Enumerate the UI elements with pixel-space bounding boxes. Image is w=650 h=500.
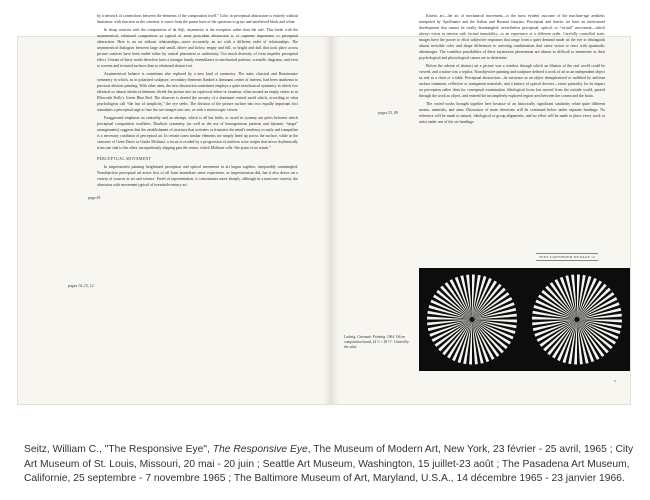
margin-note: pages 14–15, 12: [68, 284, 94, 288]
margin-note: pages 23, 49: [378, 111, 398, 115]
paragraph: Exaggerated emphasis on centrality and an attempt, which is all but futile, to avoid its tyranny are poles between which perceptual composition oscillates. Dualistic symmetry (as well as the use of homogeneous patterns and dynamic “target” arrangements) suggests that the establishment of structure that activates or frustrates the mind's tendency to unify and tranquilize is a necessary condition of perceptual art. In certain cases similar elements are simply lined up across the surface, while in the canvases of Gene Davis or Guido Molinari, a focus is evaded by a progression of uniform color stripes that move rhythmically from one side to the other, surreptitiously slipping past the center, which Molinari calls “the point of no return.”: [97, 115, 298, 150]
paragraph: Asymmetrical balance is sometimes also replaced by a new kind of symmetry. The static classical and Renaissance symmetry in which, as in polarized sculpture, secondary elements flanked a dominant center of interest, had been anathema to previous abstract painting. With other aims, the new abstraction sometimes employs a quite nonclassical symmetry in which two identical or almost identical elements divide the picture into an equivocal either-or situation, often around an empty center as in Ellsworth Kelly's Green Blue Red. The observer is denied the security of a dominant central motif which, according to what psychologists call “the law of simplicity,” the eye seeks. The division of the picture surface into two equally important foci stimulates a perceptual urge to fuse the two images into one, as with a stereoscopic viewer.: [97, 71, 298, 112]
book-gutter: [323, 37, 339, 404]
citation: [24, 443, 634, 487]
figure-caption: [344, 335, 410, 350]
left-page-text: [97, 13, 298, 358]
paragraph: The varied works brought together here because of an historically significant similarity relate quite different means, materials, and aims. Discussion of main directions will be continued below under separate headings. No reference will be made to natural, ideological or group alignments, and no effort will be made to place every work or artist under one of the six headings.: [419, 101, 605, 124]
paragraph: In impressionist painting heightened perception and optical movement in art began together, inseparably commingled. Nonobjective perceptual art arises first of all from immediate sense experience, as impressionism did, but it also draws on a variety of sources in art and science. Freed of representation, it concentrates more sharply, although in a narrower context, the obsession with movement typical of twentieth-century art.: [97, 164, 298, 187]
center-dot: [575, 317, 580, 322]
citation-text: Seitz, William C., "The Responsive Eye",: [24, 444, 213, 455]
section-heading: PERCEPTUAL MOVEMENT: [97, 156, 152, 161]
artwork-right-panel: [524, 268, 630, 371]
right-page-text: [419, 13, 605, 251]
paragraph: by a network of connections between the elements of the composition itself.” Color in perceptual abstraction is entirely without limitation: with function as the criterion, it varies from the purest hues of the spectrum to grays and unrelieved black and white.: [97, 14, 298, 25]
continued-note: TEXT CONTINUED ON PAGE 12: [536, 253, 598, 261]
paragraph: Before the advent of abstract art a picture was a window through which an illusion of the real world could be viewed, and a statue was a replica. Nonobjective painting and sculpture defined a work of art as an independent object as real as a chair or a table. Perceptual abstraction—its existence as an object deemphasized or nullified by uniform surface treatment, reflective or transparent materials, and a battery of optical devices—exists primarily for its impact on perception rather than for conceptual examination. Ideological focus has moved from the outside world, passed through the work as object, and entered the incompletely explored region area between the cornea and the brain.: [419, 63, 605, 99]
sunburst-left: [419, 268, 525, 371]
citation-text: , The Museum of Modern Art, New York, 23 février - 25 avril, 1965 ; City Art Museum of St. Louis, Missouri, 20 mai - 20 juin ; Seattle Art Museum, Washington, 15 juillet-23 août ; The Pasadena Art Museum, Californie, 25 septembre - 7 novembre 1965 ; The Baltimore Museum of Art, Maryland, U.S.A., 14 décembre 1965 - 23 janvier 1966.: [24, 444, 634, 484]
paragraph: Kinetic art—the art of mechanical movement—is the most evident outcome of the machine-age aesthetic trumpeted by Apollinaire and the Italian and Russian futurists. Perceptual and kinetic art have an intertwined development that cannot be totally disentangled; nevertheless perceptual, optical, or “virtual” movement—which always exists in tension with factual immobility—is an experience of a different order. Carefully controlled static images have the power to elicit subjective responses that range from a quiet demand made on the eye to distinguish almost invisible color and shape differences to arresting combinations that cause vision to react with spasmodic afterimages. The countless possibilities of these mysterious phenomena are almost as difficult to enumerate as their psychological and physiological causes are to determine.: [419, 14, 605, 61]
sunburst-right: [524, 268, 630, 371]
center-dot: [470, 317, 475, 322]
paragraph: In sharp contrast with the composition of de Stijl, asymmetry is the exception rather than the rule. This break with the asymmetrical, relational composition so typical of most postcubist abstraction is of supreme importance to perceptual abstraction. Here is an art without relationships—more accurately, an art with a different order of relationships. The asymmetrical dialogues between large and small, above and below, empty and full, or bright and dull that took place across picture surfaces have been ended either by central placement or uniformity. Too much diversity of form impedes perceptual effect. Certain of these works therefore have a stronger family resemblance to mechanical patterns, scientific diagrams, and even to screens and textured surfaces than to relational abstract art.: [97, 27, 298, 68]
caption-artist: Ludwig:: [344, 335, 357, 339]
artwork-left-panel: [419, 268, 525, 371]
margin-note: page 45: [88, 196, 101, 200]
citation-italic: The Responsive Eye: [212, 444, 308, 455]
caption-details: 1964. Oil on composition board, 24 ½ × 48 ½". Owned by the artist: [344, 335, 409, 349]
page-number: 9: [614, 379, 616, 383]
caption-title: Cinematic Painting.: [357, 335, 387, 339]
